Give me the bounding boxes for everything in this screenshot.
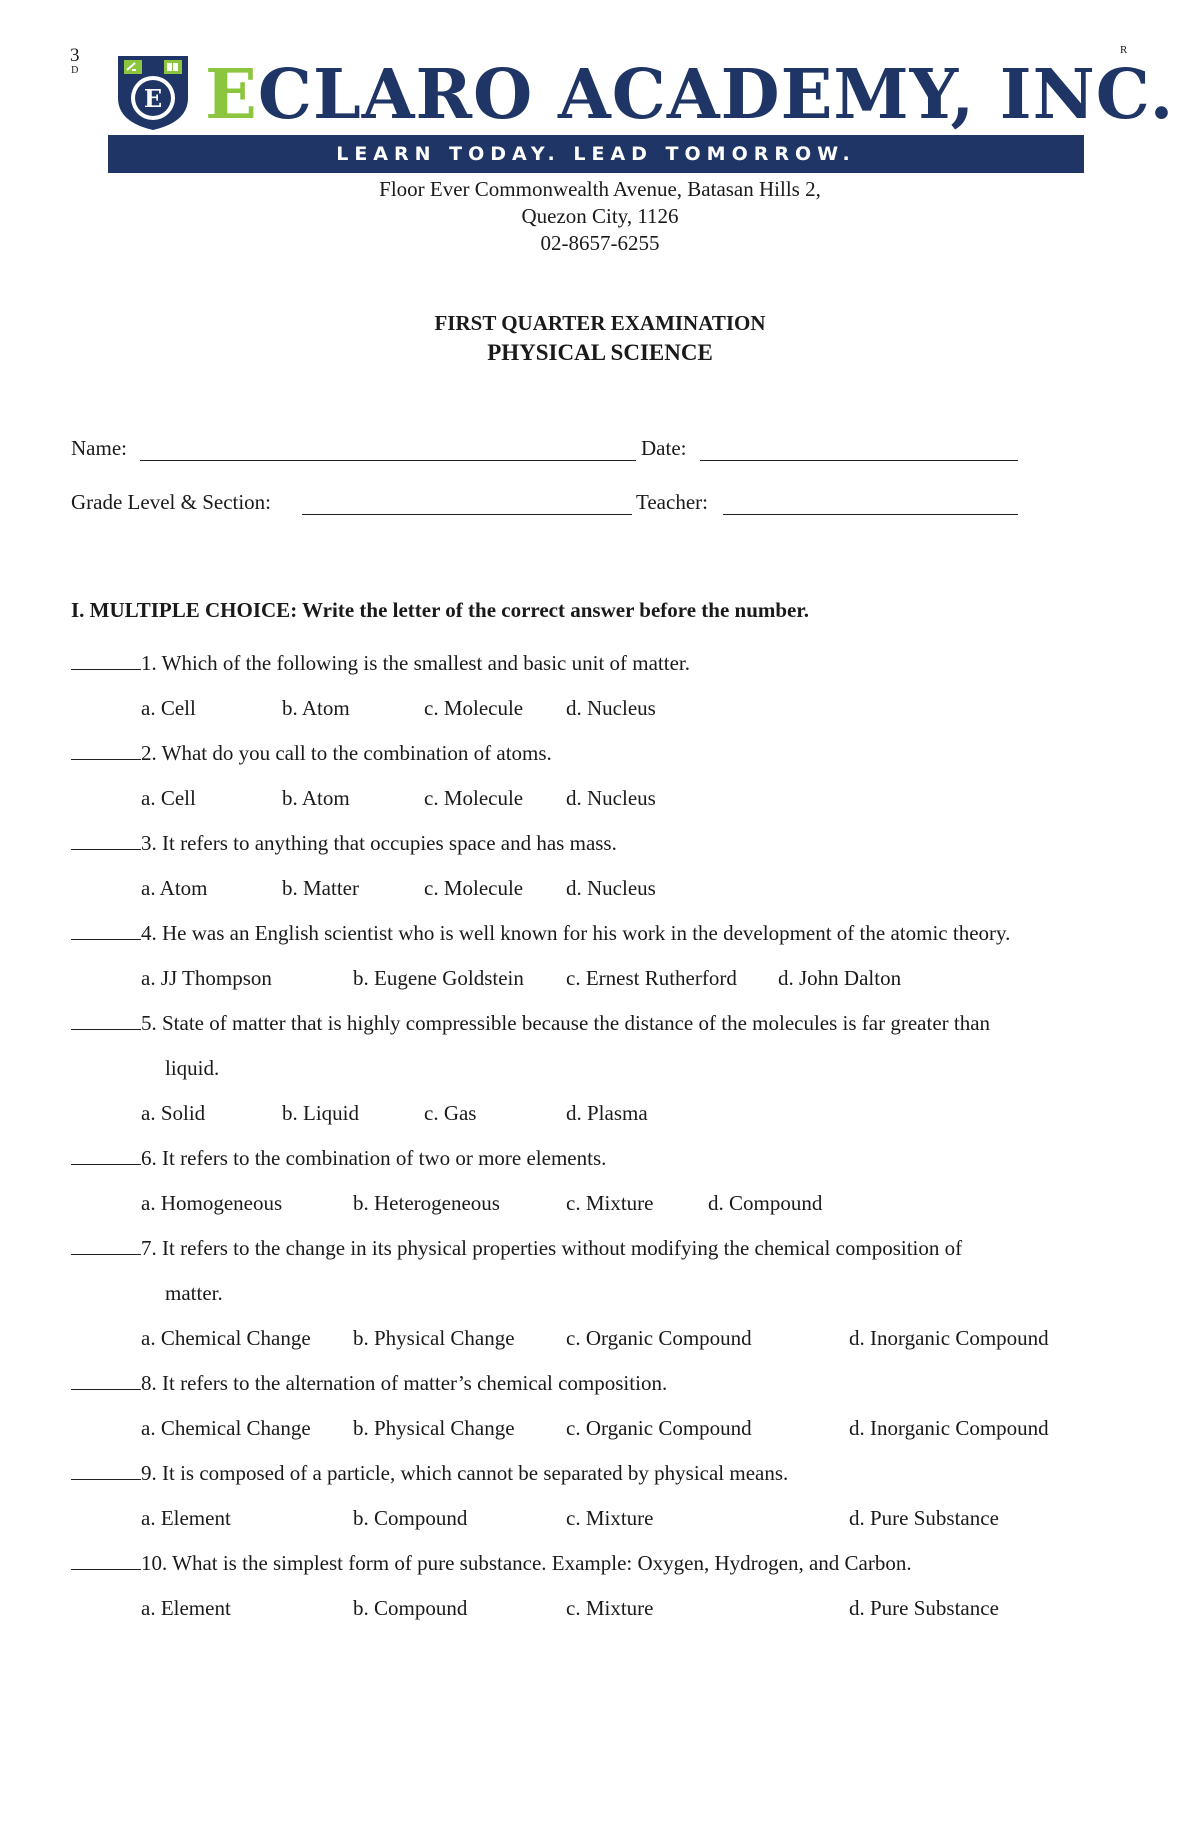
choice-b: b. Compound (353, 1506, 468, 1530)
name-label: Name: (71, 436, 127, 460)
question-text: 3. It refers to anything that occupies space and has mass. (141, 831, 617, 855)
question-text-continued: liquid. (165, 1056, 220, 1080)
question-4 (71, 921, 1010, 946)
choice-b: b. Compound (353, 1596, 468, 1620)
date-field[interactable] (700, 460, 1018, 461)
school-name (205, 55, 1175, 135)
choice-a: a. Homogeneous (141, 1191, 283, 1215)
address-line-1: Floor Ever Commonwealth Avenue, Batasan Hills 2, (379, 177, 821, 201)
question-text: 9. It is composed of a particle, which cannot be separated by physical means. (141, 1461, 789, 1485)
choice-c: c. Mixture (566, 1191, 654, 1215)
question-10 (71, 1551, 912, 1576)
answer-blank[interactable] (71, 921, 141, 940)
choice-d: d. Nucleus (566, 696, 656, 720)
exam-title: FIRST QUARTER EXAMINATION (434, 311, 766, 335)
tagline-banner: LEARN TODAY. LEAD TOMORROW. (108, 135, 1084, 173)
choice-c: c. Mixture (566, 1596, 654, 1620)
question-text: 5. State of matter that is highly compressible because the distance of the molecules is far greater than (141, 1011, 991, 1035)
choice-d: d. John Dalton (778, 966, 902, 990)
question-5 (71, 1011, 990, 1036)
choice-b: b. Physical Change (353, 1326, 515, 1350)
date-label: Date: (641, 436, 687, 460)
school-emblem-logo (112, 52, 194, 132)
choice-c: c. Organic Compound (566, 1416, 752, 1440)
choice-a: a. JJ Thompson (141, 966, 272, 990)
question-text: 2. What do you call to the combination of atoms. (141, 741, 552, 765)
section-heading: I. MULTIPLE CHOICE: Write the letter of the correct answer before the number. (71, 598, 810, 622)
question-8 (71, 1371, 667, 1396)
question-2 (71, 741, 552, 766)
question-text: 8. It refers to the alternation of matter’s chemical composition. (141, 1371, 668, 1395)
choice-d: d. Nucleus (566, 786, 656, 810)
grade-section-field[interactable] (302, 514, 632, 515)
page-corner-mark-right: R (1120, 44, 1128, 56)
choice-b: b. Eugene Goldstein (353, 966, 524, 990)
page-corner-mark (70, 45, 80, 78)
question-6 (71, 1146, 606, 1171)
choice-b: b. Matter (282, 876, 359, 900)
answer-blank[interactable] (71, 1551, 141, 1570)
subject-title: PHYSICAL SCIENCE (487, 340, 713, 365)
choice-b: b. Physical Change (353, 1416, 515, 1440)
choice-c: c. Ernest Rutherford (566, 966, 737, 990)
question-text: 4. He was an English scientist who is well known for his work in the development of the atomic theory. (141, 921, 1011, 945)
corner-digit: 3 (70, 45, 80, 66)
answer-blank[interactable] (71, 831, 141, 850)
choice-a: a. Atom (141, 876, 208, 900)
name-field[interactable] (140, 460, 636, 461)
choice-d: d. Plasma (566, 1101, 648, 1125)
phone-number: 02-8657-6255 (540, 231, 660, 255)
answer-blank[interactable] (71, 1236, 141, 1255)
choice-d: d. Inorganic Compound (849, 1326, 1049, 1350)
choice-b: b. Atom (282, 696, 350, 720)
choice-a: a. Chemical Change (141, 1416, 311, 1440)
corner-small-letter: D (71, 65, 79, 76)
emblem-letter: E (143, 84, 163, 113)
choice-b: b. Atom (282, 786, 350, 810)
question-text-continued: matter. (165, 1281, 223, 1305)
question-3 (71, 831, 617, 856)
choice-b: b. Heterogeneous (353, 1191, 500, 1215)
answer-blank[interactable] (71, 741, 141, 760)
school-name-rest: CLARO ACADEMY, INC. (257, 55, 1175, 135)
choice-b: b. Liquid (282, 1101, 359, 1125)
answer-blank[interactable] (71, 651, 141, 670)
choice-a: a. Element (141, 1506, 231, 1530)
choice-a: a. Chemical Change (141, 1326, 311, 1350)
question-text: 10. What is the simplest form of pure substance. Example: Oxygen, Hydrogen, and Carbon. (141, 1551, 912, 1575)
teacher-label: Teacher: (636, 490, 708, 514)
choice-a: a. Cell (141, 696, 196, 720)
question-1 (71, 651, 690, 676)
choice-d: d. Pure Substance (849, 1506, 999, 1530)
school-name-first-letter: E (205, 55, 258, 135)
choice-d: d. Inorganic Compound (849, 1416, 1049, 1440)
choice-a: a. Cell (141, 786, 196, 810)
address-line-2: Quezon City, 1126 (521, 204, 679, 228)
choice-c: c. Mixture (566, 1506, 654, 1530)
answer-blank[interactable] (71, 1371, 141, 1390)
school-address (0, 176, 1200, 257)
choice-c: c. Molecule (424, 786, 524, 810)
question-text: 7. It refers to the change in its physical properties without modifying the chemical composition of (141, 1236, 963, 1260)
choice-c: c. Gas (424, 1101, 477, 1125)
answer-blank[interactable] (71, 1146, 141, 1165)
choice-d: d. Compound (708, 1191, 823, 1215)
choice-d: d. Nucleus (566, 876, 656, 900)
choice-c: c. Organic Compound (566, 1326, 752, 1350)
grade-section-label: Grade Level & Section: (71, 490, 272, 514)
answer-blank[interactable] (71, 1011, 141, 1030)
choice-a: a. Solid (141, 1101, 206, 1125)
choice-a: a. Element (141, 1596, 231, 1620)
choice-c: c. Molecule (424, 696, 524, 720)
question-7 (71, 1236, 962, 1261)
choice-d: d. Pure Substance (849, 1596, 999, 1620)
answer-blank[interactable] (71, 1461, 141, 1480)
question-text: 1. Which of the following is the smallest and basic unit of matter. (141, 651, 691, 675)
question-9 (71, 1461, 788, 1486)
teacher-field[interactable] (723, 514, 1018, 515)
choice-c: c. Molecule (424, 876, 524, 900)
question-text: 6. It refers to the combination of two or more elements. (141, 1146, 607, 1170)
